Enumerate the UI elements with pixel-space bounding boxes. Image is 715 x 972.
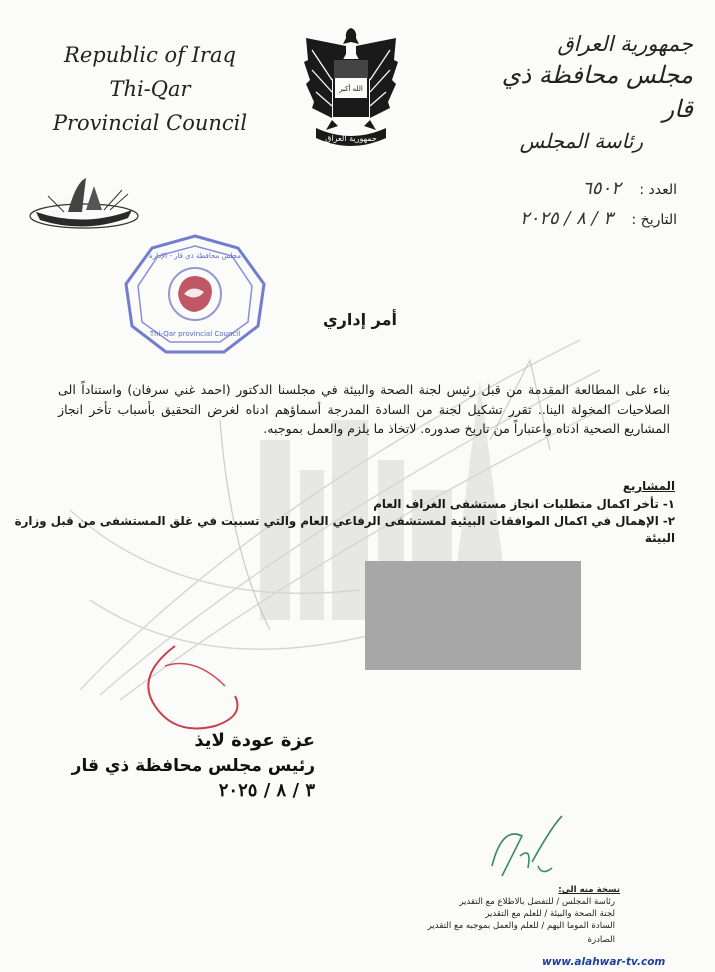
signatory-name: عزة عودة لايذ: [194, 730, 315, 751]
date-label: التاريخ :: [631, 212, 677, 228]
letterhead-ar-council: مجلس محافظة ذي قار: [501, 61, 693, 123]
cc-item-3: السادة الموما اليهم / للعلم والعمل بموجبه مع التقدير: [427, 921, 615, 931]
arabic-letterhead: [468, 30, 693, 156]
document-number: [582, 178, 677, 199]
project-item-2: ٢- الإهمال في اكمال الموافقات البيئية لمستشفى الرفاعي العام والتي تسببت في غلق المستشفى من قبل وزارة البيئة: [14, 514, 675, 545]
cc-item-2: لجنة الصحة والبيئة / للعلم مع التقدير: [485, 909, 615, 919]
thi-qar-boat-logo: [24, 172, 144, 234]
letterhead-line-country: Republic of Iraq: [64, 43, 236, 67]
document-title: أمر إداري: [323, 310, 397, 329]
official-stamp: [120, 232, 270, 358]
letterhead-line-province: Thi-Qar: [109, 77, 191, 101]
signature-date: ٣ / ٨ / ٢٠٢٥: [218, 780, 315, 801]
english-letterhead: [40, 38, 260, 140]
iraq-eagle-emblem: [302, 20, 400, 155]
emblem-ribbon-text: جمهورية العراق: [325, 134, 377, 143]
project-item-1: ١- تأخر اكمال متطلبات انجاز مستشفى الغراف العام: [373, 497, 675, 511]
number-value: ٦٥٠٢: [582, 178, 621, 199]
cc-heading: نسخة منه الى:: [558, 885, 620, 895]
cc-item-4: الصادرة: [587, 935, 615, 945]
redacted-block: [365, 561, 581, 670]
letterhead-line-council: Provincial Council: [52, 111, 248, 135]
projects-heading: المشاريع: [622, 479, 675, 493]
document-date: [520, 208, 677, 229]
document-body-paragraph: بناء على المطالعة المقدمة من قبل رئيس لجنة الصحة والبيئة في مجلسنا الدكتور (احمد غني سرفان) واستناداً الى الصلاحيات المخولة الينا.. تقرر تشكيل لجنة من السادة المدرجة أسماؤهم ادناه لغرض التحقيق بأسباب تأخر انجاز المشاريع الصحية ادناه واعتباراً من تاريخ صدوره. لاتخاذ ما يلزم والعمل بموجبه.: [58, 382, 670, 436]
number-label: العدد :: [639, 182, 677, 198]
stamp-ring-text: مجلس محافظة ذي قار - الإدارة: [149, 252, 241, 260]
signatory-position: رئيس مجلس محافظة ذي قار: [71, 756, 315, 776]
handwritten-signature: [472, 806, 572, 886]
stamp-inner-text: Thi-Qar provincial Council: [149, 330, 241, 338]
cc-item-1: رئاسة المجلس / للتفضل بالاطلاع مع التقدير: [459, 897, 615, 907]
letterhead-ar-country: جمهورية العراق: [557, 32, 693, 56]
emblem-motto: الله أكبر: [339, 85, 363, 93]
letterhead-ar-presidency: رئاسة المجلس: [519, 129, 643, 153]
source-url-watermark: www.alahwar-tv.com: [542, 956, 666, 968]
date-value: ٣ / ٨ / ٢٠٢٥: [519, 208, 614, 229]
